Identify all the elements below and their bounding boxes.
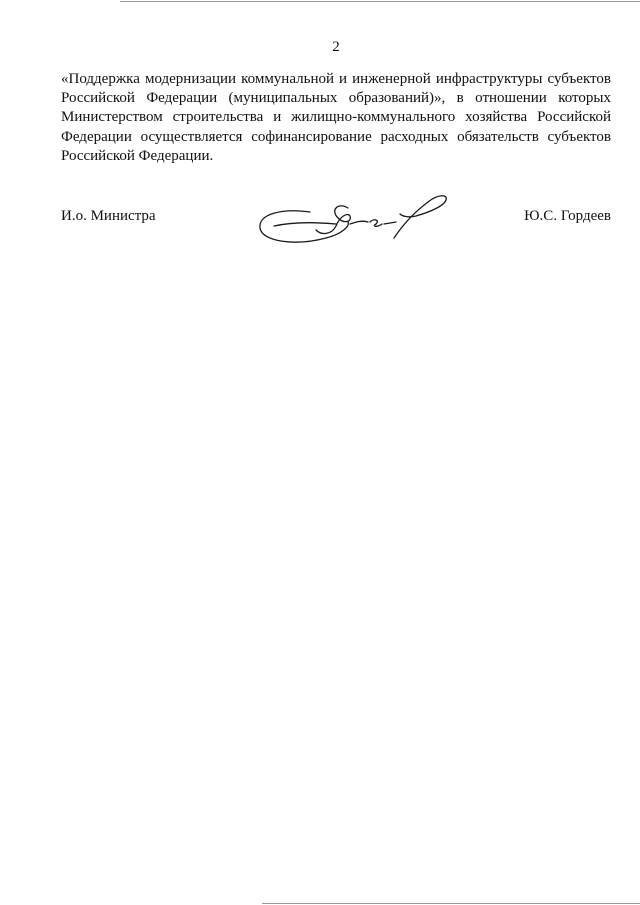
body-line: Российской Федерации. bbox=[61, 147, 214, 164]
body-line: Российской Федерации (муниципальных образований)», в отношении которых bbox=[61, 90, 611, 107]
body-paragraph bbox=[61, 70, 611, 166]
scan-edge-top bbox=[120, 1, 640, 2]
page-number: 2 bbox=[332, 39, 340, 55]
body-line: Федерации осуществляется софинансирование расходных обязательств субъектов bbox=[61, 128, 611, 145]
scan-edge-bottom bbox=[262, 903, 640, 904]
body-line: «Поддержка модернизации коммунальной и инженерной инфраструктуры субъектов bbox=[61, 71, 611, 87]
body-line: Министерством строительства и жилищно-коммунального хозяйства Российской bbox=[61, 109, 611, 126]
signer-position-title: И.о. Министра bbox=[61, 208, 156, 224]
signatory-name: Ю.С. Гордеев bbox=[524, 208, 611, 224]
handwritten-signature-icon bbox=[252, 186, 452, 250]
